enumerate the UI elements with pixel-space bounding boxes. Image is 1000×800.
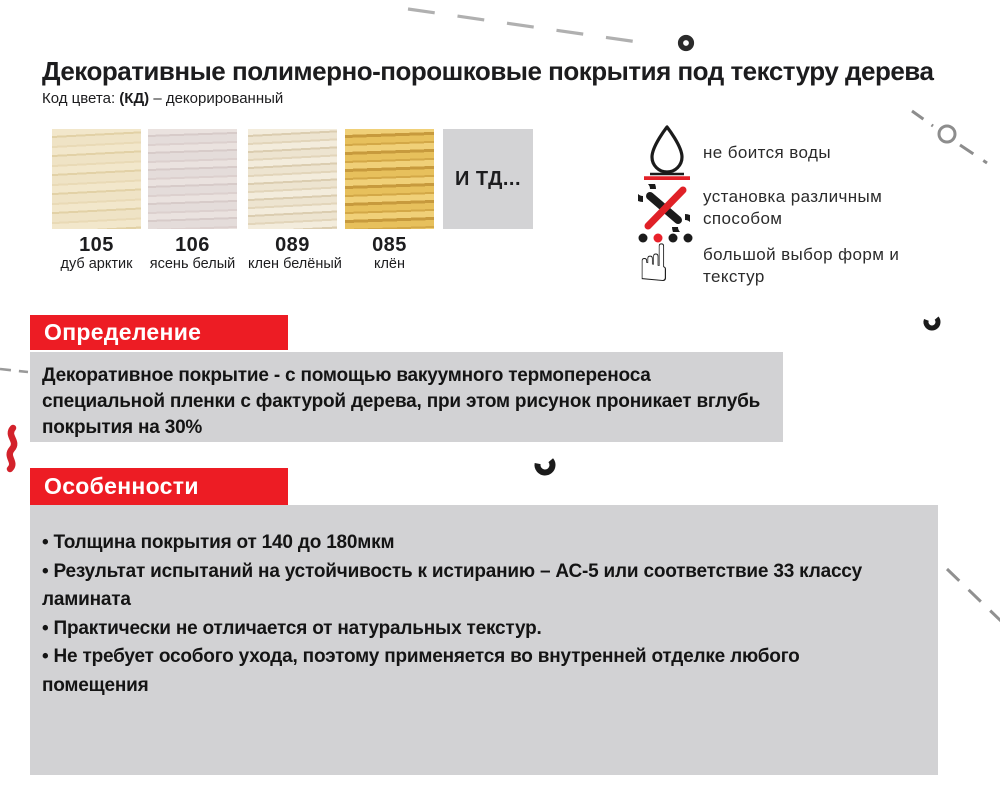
dashed-line-deco (960, 145, 987, 163)
feature-bullet: • Не требует особого ухода, поэтому применяется во внутренней отделке любого помещения (42, 643, 817, 700)
dashed-line-deco (0, 369, 28, 372)
more-colors-box (443, 129, 533, 229)
dashed-line-deco (408, 9, 652, 44)
swatch-name: ясень белый (149, 256, 236, 272)
red-squiggle-deco (10, 428, 14, 469)
wood-swatch-089 (248, 129, 337, 229)
comma-deco (924, 314, 941, 331)
swatch-name: дуб арктик (60, 256, 133, 272)
dashed-line-deco (912, 111, 933, 126)
ring-deco (939, 126, 955, 142)
comma-deco (534, 454, 555, 475)
swatch-code: 105 (79, 234, 114, 256)
definition-panel (30, 352, 783, 442)
pointing-hand-icon: ☝ (638, 235, 670, 293)
definition-heading: Определение (30, 315, 288, 350)
page-title: Декоративные полимерно-порошковые покрытия под текстуру дерева (42, 56, 934, 86)
feature-bullet: • Практически не отличается от натуральных текстур. (42, 615, 918, 644)
swatch-code: 106 (175, 234, 210, 256)
etc-label: И ТД... (454, 167, 522, 190)
subtitle-code: (КД) (119, 90, 150, 107)
water-drop-icon (643, 124, 691, 180)
donut-deco (681, 38, 692, 49)
swatch-name: клен белёный (248, 256, 342, 272)
features-heading: Особенности (30, 468, 288, 505)
wood-swatch-085 (345, 129, 434, 229)
feature-label: установка различным способом (703, 187, 883, 229)
feature-label: большой выбор форм и текстур (703, 245, 900, 287)
wood-swatch-105 (52, 129, 141, 229)
feature-label: не боится воды (703, 143, 831, 162)
dashed-line-deco (947, 569, 1000, 622)
subtitle-prefix: Код цвета: (42, 90, 116, 107)
swatch-code: 085 (372, 234, 407, 256)
features-panel (30, 505, 938, 775)
feature-bullet: • Толщина покрытия от 140 до 180мкм (42, 529, 918, 558)
definition-body: Декоративное покрытие - с помощью вакуумного термопереноса специальной пленки с фактурой дерева, при этом рисунок проникает вглубь покрытия на 30% (42, 365, 761, 439)
wood-swatch-106 (148, 129, 237, 229)
wrench-screwdriver-icon (638, 184, 690, 232)
feature-bullet: • Результат испытаний на устойчивость к истиранию – АС-5 или соответствие 33 классу ламината (42, 558, 918, 615)
swatch-code: 089 (275, 234, 310, 256)
color-code-subtitle (42, 90, 283, 107)
swatch-name: клён (373, 256, 406, 272)
subtitle-suffix: – декорированный (153, 90, 284, 107)
